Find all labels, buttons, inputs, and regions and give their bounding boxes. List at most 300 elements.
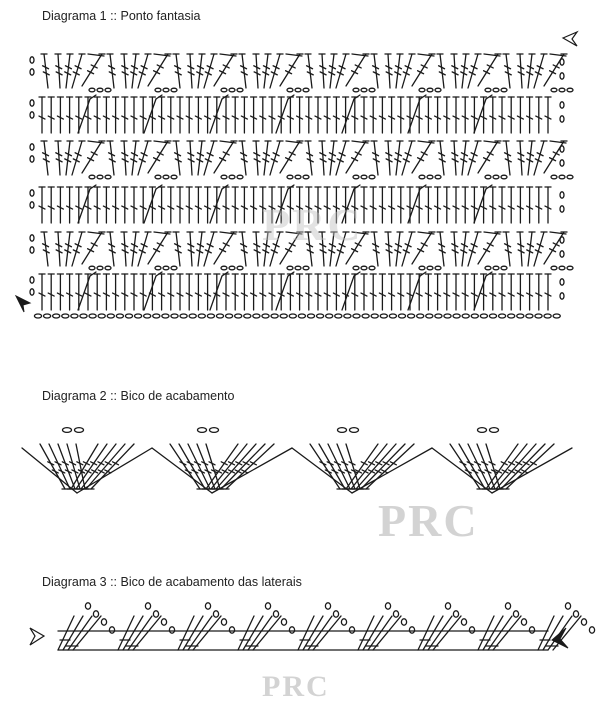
chain-stitch <box>485 266 491 270</box>
chain-stitch <box>30 277 34 283</box>
treble-stitch <box>204 54 214 88</box>
chain-stitch <box>469 627 474 633</box>
treble-stitch <box>44 54 48 88</box>
treble-stitch <box>124 54 126 88</box>
chain-stitch <box>229 175 235 179</box>
treble-stitch <box>198 141 202 175</box>
chain-stitch <box>205 603 210 609</box>
chain-stitch <box>237 88 243 92</box>
treble-stitch <box>310 444 340 489</box>
treble-stitch <box>544 141 564 173</box>
watermark: PRC <box>262 199 363 250</box>
treble-stitch <box>82 54 102 86</box>
treble-stitch <box>67 444 80 489</box>
treble-stitch <box>478 54 498 86</box>
stitch-bar <box>375 470 381 473</box>
stitch-bar <box>376 462 382 465</box>
chain-stitch <box>97 88 103 92</box>
chain-stitch <box>344 314 351 318</box>
chain-stitch <box>30 100 34 106</box>
cross-stitch <box>210 99 222 133</box>
chain-stitch <box>453 314 460 318</box>
stitch-bar <box>235 470 241 473</box>
treble-stitch <box>138 232 148 266</box>
stitch-bar <box>250 462 256 465</box>
chain-stitch <box>493 175 499 179</box>
chain-stitch <box>435 314 442 318</box>
chain-stitch <box>30 190 34 196</box>
treble-stitch <box>214 232 234 264</box>
chain-stitch <box>221 266 227 270</box>
chain-stitch <box>253 314 260 318</box>
chain-stitch <box>221 619 226 625</box>
chain-stitch <box>535 314 542 318</box>
chain-stitch <box>101 619 106 625</box>
treble-stitch <box>270 54 280 88</box>
stitch-bar <box>369 462 375 465</box>
end-arrow-icon <box>16 296 30 312</box>
chain-stitch <box>97 266 103 270</box>
chain-stitch <box>30 69 34 75</box>
chain-stitch <box>581 619 586 625</box>
stitch-bar <box>522 470 528 473</box>
chain-stitch <box>505 603 510 609</box>
chain-stitch <box>30 289 34 295</box>
stitch-bar <box>515 470 521 473</box>
treble-stitch <box>72 54 82 88</box>
chain-stitch <box>517 314 524 318</box>
chain-stitch <box>501 88 507 92</box>
chain-stitch <box>89 266 95 270</box>
chain-stitch <box>226 314 233 318</box>
chain-stitch <box>435 88 441 92</box>
chain-stitch <box>393 611 398 617</box>
chain-stitch <box>317 314 324 318</box>
treble-stitch <box>412 232 432 264</box>
chain-stitch <box>289 627 294 633</box>
treble-stitch <box>242 232 246 266</box>
chain-stitch <box>335 314 342 318</box>
treble-stitch <box>58 141 60 175</box>
chain-stitch <box>295 88 301 92</box>
chain-stitch <box>480 314 487 318</box>
chain-stitch <box>281 619 286 625</box>
chain-stitch <box>89 175 95 179</box>
treble-stitch <box>190 141 192 175</box>
treble-stitch <box>82 232 102 264</box>
treble-stitch <box>491 444 527 489</box>
chain-stitch <box>560 206 564 212</box>
treble-stitch <box>396 232 400 266</box>
stitch-bar <box>509 462 515 465</box>
treble-stitch <box>204 232 214 266</box>
chain-stitch <box>445 603 450 609</box>
chain-stitch <box>353 175 359 179</box>
chain-stitch <box>303 266 309 270</box>
chain-stitch <box>44 314 51 318</box>
chain-stitch <box>490 428 499 433</box>
chain-stitch <box>105 175 111 179</box>
chain-stitch <box>508 314 515 318</box>
chain-stitch <box>98 314 105 318</box>
treble-stitch <box>440 232 444 266</box>
chain-stitch <box>30 202 34 208</box>
picot-stitch <box>133 616 161 650</box>
treble-stitch <box>264 141 268 175</box>
chain-stitch <box>560 73 564 79</box>
chain-stitch <box>361 266 367 270</box>
chain-stitch <box>109 627 114 633</box>
treble-stitch <box>402 232 412 266</box>
treble-stitch <box>388 141 390 175</box>
stitch-bar <box>242 470 248 473</box>
chain-stitch <box>198 314 205 318</box>
treble-stitch <box>132 141 136 175</box>
chain-stitch <box>513 611 518 617</box>
treble-stitch <box>242 141 246 175</box>
treble-stitch <box>170 444 200 489</box>
treble-stitch <box>148 141 168 173</box>
chain-stitch <box>567 266 573 270</box>
treble-stitch <box>462 54 466 88</box>
chain-stitch <box>105 266 111 270</box>
treble-stitch <box>44 141 48 175</box>
chain-stitch <box>361 88 367 92</box>
chain-stitch <box>145 603 150 609</box>
cross-stitch <box>210 189 222 223</box>
treble-stitch <box>440 54 444 88</box>
treble-stitch <box>72 232 82 266</box>
stitch-bar <box>113 462 119 465</box>
treble-stitch <box>454 232 456 266</box>
stitch-bar <box>105 462 111 465</box>
cross-stitch <box>210 276 222 310</box>
chain-stitch <box>273 611 278 617</box>
chain-stitch <box>409 627 414 633</box>
stitch-bar <box>369 470 375 473</box>
chain-stitch <box>163 175 169 179</box>
chain-stitch <box>398 314 405 318</box>
chain-stitch <box>565 603 570 609</box>
chain-stitch <box>298 314 305 318</box>
chain-stitch <box>169 627 174 633</box>
chain-stitch <box>499 314 506 318</box>
chain-stitch <box>560 279 564 285</box>
chain-stitch <box>287 88 293 92</box>
treble-stitch <box>280 54 300 86</box>
chain-stitch <box>30 144 34 150</box>
chain-stitch <box>295 175 301 179</box>
chain-stitch <box>551 88 557 92</box>
treble-stitch <box>322 141 324 175</box>
chain-stitch <box>229 627 234 633</box>
chain-stitch <box>163 88 169 92</box>
diagram-1-title: Diagrama 1 :: Ponto fantasia <box>42 9 201 23</box>
chain-stitch <box>417 314 424 318</box>
stitch-bar <box>516 462 522 465</box>
chain-stitch <box>171 314 178 318</box>
treble-stitch <box>204 141 214 175</box>
chain-stitch <box>361 175 367 179</box>
chain-stitch <box>493 88 499 92</box>
chain-stitch <box>462 314 469 318</box>
treble-stitch <box>72 141 82 175</box>
stitch-bar <box>243 462 249 465</box>
stitch-bar <box>530 462 536 465</box>
chain-stitch <box>560 160 564 166</box>
start-arrow-icon <box>563 32 577 46</box>
treble-stitch <box>190 232 192 266</box>
chain-stitch <box>350 428 359 433</box>
treble-stitch <box>346 54 366 86</box>
treble-stitch <box>520 232 522 266</box>
treble-stitch <box>520 54 522 88</box>
treble-stitch <box>190 54 192 88</box>
chain-stitch <box>85 603 90 609</box>
stitch-bar <box>105 470 111 473</box>
treble-stitch <box>138 141 148 175</box>
treble-stitch <box>308 141 312 175</box>
chain-stitch <box>338 428 347 433</box>
chain-stitch <box>80 314 87 318</box>
chain-stitch <box>371 314 378 318</box>
chain-stitch <box>155 266 161 270</box>
stitch-bar <box>362 470 368 473</box>
treble-stitch <box>396 141 400 175</box>
treble-stitch <box>374 141 378 175</box>
chain-stitch <box>389 314 396 318</box>
diagram-2-chart <box>22 428 572 493</box>
treble-stitch <box>264 54 268 88</box>
chain-stitch <box>198 428 207 433</box>
chain-stitch <box>362 314 369 318</box>
chain-stitch <box>30 235 34 241</box>
chain-stitch <box>171 175 177 179</box>
treble-stitch <box>388 232 390 266</box>
stitch-bar <box>229 470 235 473</box>
chain-stitch <box>435 266 441 270</box>
treble-stitch <box>148 54 168 86</box>
chain-stitch <box>229 88 235 92</box>
picot-stitch <box>553 616 581 650</box>
chain-stitch <box>262 314 269 318</box>
chain-stitch <box>501 266 507 270</box>
treble-stitch <box>544 232 564 264</box>
chain-stitch <box>62 314 69 318</box>
treble-stitch <box>132 232 136 266</box>
chain-stitch <box>89 314 96 318</box>
picot-stitch <box>73 616 101 650</box>
chain-stitch <box>478 428 487 433</box>
chain-stitch <box>369 88 375 92</box>
chain-stitch <box>560 251 564 257</box>
treble-stitch <box>346 141 366 173</box>
treble-stitch <box>138 54 148 88</box>
chain-stitch <box>353 88 359 92</box>
chain-stitch <box>244 314 251 318</box>
chain-stitch <box>162 314 169 318</box>
chain-stitch <box>93 611 98 617</box>
diagram-3-chart <box>58 603 595 650</box>
chain-stitch <box>501 175 507 179</box>
chain-stitch <box>427 88 433 92</box>
chain-stitch <box>171 88 177 92</box>
chain-stitch <box>471 314 478 318</box>
cross-stitch <box>144 276 156 310</box>
treble-stitch <box>58 232 60 266</box>
treble-stitch <box>450 444 480 489</box>
chain-stitch <box>153 314 160 318</box>
chain-stitch <box>559 88 565 92</box>
chain-stitch <box>419 88 425 92</box>
chain-stitch <box>189 314 196 318</box>
picot-stitch <box>313 616 341 650</box>
chain-stitch <box>307 314 314 318</box>
picot-stitch <box>433 616 461 650</box>
stitch-bar <box>523 462 529 465</box>
chain-stitch <box>544 314 551 318</box>
chain-stitch <box>567 175 573 179</box>
chain-stitch <box>408 314 415 318</box>
treble-stitch <box>528 141 532 175</box>
picot-stitch <box>493 616 521 650</box>
treble-stitch <box>124 141 126 175</box>
chain-stitch <box>493 266 499 270</box>
watermark: PRC <box>378 495 479 546</box>
treble-stitch <box>528 54 532 88</box>
treble-stitch <box>66 141 70 175</box>
chain-stitch <box>485 88 491 92</box>
treble-stitch <box>351 444 387 489</box>
treble-stitch <box>242 54 246 88</box>
chain-stitch <box>560 293 564 299</box>
chain-stitch <box>155 88 161 92</box>
treble-stitch <box>330 141 334 175</box>
treble-stitch <box>66 232 70 266</box>
chain-stitch <box>369 175 375 179</box>
chain-stitch <box>341 619 346 625</box>
chain-stitch <box>551 266 557 270</box>
treble-stitch <box>132 54 136 88</box>
treble-stitch <box>44 232 48 266</box>
treble-stitch <box>256 54 258 88</box>
treble-stitch <box>148 232 168 264</box>
chain-stitch <box>271 314 278 318</box>
treble-stitch <box>256 141 258 175</box>
chain-stitch <box>419 175 425 179</box>
cross-stitch <box>144 99 156 133</box>
chain-stitch <box>221 88 227 92</box>
treble-stitch <box>374 54 378 88</box>
treble-stitch <box>198 54 202 88</box>
stitch-bar <box>382 470 388 473</box>
treble-stitch <box>336 54 346 88</box>
treble-stitch <box>211 444 247 489</box>
treble-stitch <box>110 141 114 175</box>
treble-stitch <box>412 54 432 86</box>
chain-stitch <box>560 192 564 198</box>
treble-stitch <box>454 54 456 88</box>
chain-stitch <box>235 314 242 318</box>
chain-stitch <box>551 175 557 179</box>
treble-stitch <box>82 141 102 173</box>
picot-stitch <box>373 616 401 650</box>
diagram-1-chart <box>30 54 573 318</box>
chain-stitch <box>589 627 594 633</box>
chain-stitch <box>265 603 270 609</box>
chain-stitch <box>63 428 72 433</box>
stitch-bar <box>390 462 396 465</box>
stitch-bar <box>222 470 228 473</box>
chain-stitch <box>163 266 169 270</box>
diagram-2-title: Diagrama 2 :: Bico de acabamento <box>42 389 235 403</box>
chain-stitch <box>237 266 243 270</box>
chain-stitch <box>216 314 223 318</box>
treble-stitch <box>462 232 466 266</box>
chain-stitch <box>287 266 293 270</box>
chain-stitch <box>30 156 34 162</box>
chain-stitch <box>426 314 433 318</box>
chain-stitch <box>144 314 151 318</box>
chain-stitch <box>349 627 354 633</box>
chain-stitch <box>161 619 166 625</box>
treble-stitch <box>374 232 378 266</box>
chain-stitch <box>180 314 187 318</box>
chain-stitch <box>573 611 578 617</box>
chain-stitch <box>30 247 34 253</box>
chain-stitch <box>529 627 534 633</box>
chain-stitch <box>435 175 441 179</box>
treble-stitch <box>66 54 70 88</box>
chain-stitch <box>105 88 111 92</box>
chain-stitch <box>461 619 466 625</box>
chain-stitch <box>210 428 219 433</box>
treble-stitch <box>214 141 234 173</box>
treble-stitch <box>270 141 280 175</box>
chain-stitch <box>303 88 309 92</box>
chain-stitch <box>213 611 218 617</box>
treble-stitch <box>520 141 522 175</box>
chain-stitch <box>171 266 177 270</box>
stitch-bar <box>383 462 389 465</box>
chain-stitch <box>369 266 375 270</box>
treble-stitch <box>478 141 498 173</box>
treble-stitch <box>322 54 324 88</box>
chain-stitch <box>89 88 95 92</box>
treble-stitch <box>280 141 300 173</box>
chain-stitch <box>153 611 158 617</box>
treble-stitch <box>110 232 114 266</box>
chain-stitch <box>559 175 565 179</box>
chain-stitch <box>559 266 565 270</box>
treble-stitch <box>506 232 510 266</box>
chain-stitch <box>303 175 309 179</box>
chain-stitch <box>53 314 60 318</box>
chain-stitch <box>326 314 333 318</box>
chain-stitch <box>385 603 390 609</box>
stitch-bar <box>509 470 515 473</box>
chain-stitch <box>280 314 287 318</box>
chain-stitch <box>207 314 214 318</box>
chain-stitch <box>333 611 338 617</box>
treble-stitch <box>110 54 114 88</box>
treble-stitch <box>176 141 180 175</box>
stitch-bar <box>502 470 508 473</box>
chain-stitch <box>75 428 84 433</box>
treble-stitch <box>478 232 498 264</box>
stitch-bar <box>229 462 235 465</box>
chain-stitch <box>221 175 227 179</box>
